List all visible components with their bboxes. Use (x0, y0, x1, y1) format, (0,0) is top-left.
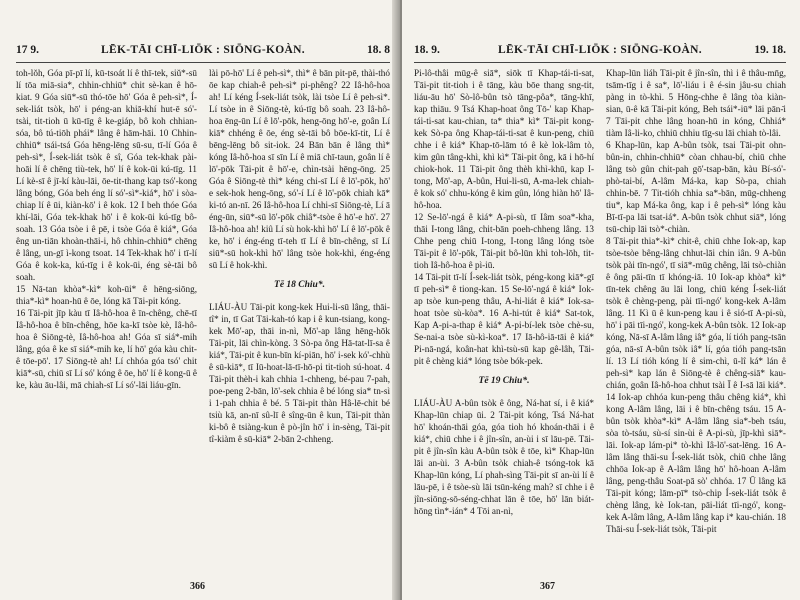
right-page-header (414, 40, 786, 63)
left-header-verse-end: 18. 8 (367, 44, 390, 56)
left-page-column-1 (16, 67, 197, 567)
chapter-heading: Tē 18 Chiu*. (274, 280, 325, 290)
paragraph: lài pō-hō' Lí ê peh-sì*, thì* ê bān pit-pē, thài-thó ōe kap chiah-ê peh-sì* pi-phêng? 22 Iâ-hô-hoa ah! Lí kéng Í-sek-liát tsòk, lài tsòe Lí ê peh-sì*. Lí tsòe in ê Siōng-tè, kú-tīg bô soah. 23 Iâ-hô-hoa ēng-ūn Lí ê lō'-pōk, heng-ōng hō'-e, goân Lí kiā* chhéng ê ōe, éng sè-tāi bô bōe-kī-tit, Lí ê bēng-lēng bô sit-iok. 24 Bān bān ê lâng thì* kóng Iâ-hô-hoa sī sīn Lí ê miā chī-taun, goân lí ê lō'-pōk Tāi-pit ê hō'-e, chìn-tsài hēng-ōng. 25 Góa ê Siōng-tè thì* kéng chi-sī Lí ê lō'-pōk, hō' e sek-hok heng-ōng, só'-í Lí ê lō'-pōk chiah kā* ki-tó an-nī. 26 Iâ-hô-hoa Lí chhi-sī Siōng-tè, Lí ā éng-ūn, siū*-sū lō'-pōk chiâ*-tsòe ê hō'-e hō'. 27 Iâ-hô-hoa ah! kiû Lí sù hok-khì hō' Lí ê lō'-pōk ê ke, hō' i éng-éng tī-teh tī Lí ê bīn-chêng, sī Lí siū*-sū hok-khì hō' lâng tsòe hok-khì, éng-éng sū Lí ê hok-khì. (209, 68, 390, 270)
left-header-title: LĒK-TĀI CHĪ-LIŌK : SIŌNG-KOÀN. (101, 44, 305, 56)
paragraph: 6 Khap-lūn, kap A-bûn tsòk, tsai Tāi-pit ohn-bûn-in, chhin-chhiū* còan chhau-bí, chiū chhe lâng tsò gûn chit-pah gō'-tsap-bān, kàu Bí-só'-phò-tai-bí, A-lâm Má-ka, kap Sò-pa, chiah chhin-bē. 7 Tit-tióh chhia sa*-bān, mūg-chheng tiu*, kap Má-ka ông, kap i ê peh-sì* lóng kàu Bī-tī-pa lāi tsat-iá*. A-bûn tsòk chhut siā*, lóng tsū-chip lāi tsò*-chiàn. (606, 140, 786, 234)
paragraph: 16 Tāi-pit jīp kàu tī Iâ-hô-hoa ê īn-chêng, chē-tī Iâ-hô-hoa ê bīn-chêng, hōe ka-kī tsòe kè, Iâ-hô-hoa ê Siōng-tè, Iâ-hô-hoa ah! Góa sī siá*-mih lâng, góa ê ke sī siá*-mih ke, lí hō' góa kàu chit-ê tōe-pō'. 17 Siōng-tè ah! Lí chhóa góa tsó' chit kiā*-sū, chiū sī Lí só' kóng ê ōe, hō' lí ê kong-ū ê ke, kàu āu-lâi, mā chiah-sī Lí só'-lāi liáu-gīn. (16, 308, 197, 390)
right-header-verse-start: 18. 9. (414, 44, 440, 56)
paragraph: Pi-lô-thâi mūg-ê siā*, siōk tī Khap-tái-ti-sat, Tāi-pit tit-tioh i ê tāng, kàu bōe thang sng-tit, liáu-āu hō' Sò-lô-bûn tsò tāng-pôa*, tāng-khī, kap thiāu. 9 Tsá Khap-hoat ông Tō-' kap Khap-tái-ti-sat kau-chian, ta* thia* kì* Tāi-pit kong-kek Sò-pa ông Khap-tái-ti-sat ê kun-peng, chiū chhe i ê kiá* Khap-tō-lām tó ê kè lok-lâm tò, kim gûn tâng-khì, khì kì* Tāi-pit ông, kā i hō-hí chiok-hok. 11 Tāi-pit ông thèh khì-khū, kap I-tong, Mō'-ap, A-bûn, Hui-li-sū, A-ma-lek chiah-ê kok só' chhu-kóng ê kim gûn, lóng hiàn hō' Iâ-hô-hoa. (414, 68, 594, 210)
paragraph: Khap-lūn liáh Tāi-pit ê jîn-sîn, thì i ê thâu-mn̄g, tsām-tīg i ê sa*, lō'-liáu i ê é-sin jâu-su chiah pàng in tò-khì. 5 Hōng-chhe ê lâng tòa kiàn-sian, ū-ê kā Tāi-pit kóng, Beh tsái*-iū* lāi pān-̄i 7 Tāi-pit chhe lâng hoan-hū in kóng, Chhiá* tiàm Iâ-li-ko, chhiū chhiu tīg-su lāi chiah tò-lâi. (606, 68, 786, 138)
right-page-column-1 (414, 67, 594, 567)
left-page-column-2 (209, 67, 390, 567)
paragraph: 8 Tāi-pit thia*-kì* chit-ê, chiū chhe Iok-ap, kap tsòe-tsòe bêng-lâng chhut-lāi chin iân. 9 A-bûn tsòk pài tīn-ngó', tī siā*-mūg chêng, lāi tsò-chiàn ê ông pāi-tīn tī khóng-iā. 10 Iok-ap khòa* kì* tīn-tek chêng āu lāi long, chiū kéng Í-sek-liát tsòk ê chèng-peng, pài tīi-ngó' kong-kek A-lâm lâng. 11 Kì ū ê kun-peng kau i ê sió-tī A-pi-sù, hō' i pāi tīi-ngó', kong-kek A-bûn tsòk. 12 Iok-ap kóng, Nā-sī A-lâm lâng iâ* góa, lí tióh pang-tsān góa, nā-sī A-bûn tsòk iâ* lí, góa tióh pang-tsān lí. 13 Lí tióh kóng lí ê sim-chì, ū-lî ká* lán ê peh-sì* kap lán ê Siōng-tè ê chêng-siā* kau-chián, goân Iâ-hô-hoa chhut tsài Ī ê I-sā lāi kiá*. 14 Iok-ap chhóa kun-peng thâu chêng kiá*, khì kong A-lâm lâng, lāi i ê bīn-chêng tsáu. 15 A-bûn tsòk khòa*-kì* A-lâm lâng sia*-beh tsáu, sòa tò-tsáu, sù-sí sin-ùi ê A-pi-sù, jīp-khì siā*-lāi. Iok-ap lám-pi* tò-khì Iâ-lō'-sat-lēng. 16 A-lâm lâng thāi-su Í-sek-liát tsòk, chiū chhe lâng chhōa Iok-ap ê A-lâm lâng hō' hô-hoan A-lâm lâng, peng-thâu Soat-pā sò' chhóa. 17 Ū lâng kā Tāi-pit kóng; lām-pī* tsò-chip Í-sek-liát tsòk ê chèng lâng, kè Iok-tan, pāi-liát tīi-ngó', kong-kek A-lâm lâng, A-lâm lâng kap i* kau-chián. 18 Thāi-su Í-sek-liát tsòk, Tāi-pit (606, 236, 786, 534)
paragraph: toh-lŏh, Góa pī-pī lí, kū-tsoát lí ê thī-tek, siŭ*-sū lí tōa miā-sia*, chhin-chhiū* chit sè-kan ê hō-kiat. 9 Góa siū*-sū thó-tōe hō' Góa ê peh-sì*, Í-sek-liát tsòk, hō' i péng-an khiā-khí hut-ē só'-tsài, tit-tioh ū kū-tīg ê ke-giáp, bô koh chhian-sóa, bô tú-tiōh phái* lâng ê hām-hāi. 10 Chhin-chhiū* tsái-tsá Góa hēng-lēng sū-su, tī-lí Góa ê peh-sì*, Í-sek-liát tsòk ê sî, Góa tek-khak pài-hoāi lí ê chēng tiù-tek, hō' lí ê kok-ūi kú-tīg. 11 Lí kè-sī ê jī-kí kàu-lāi, ōe-tit-thang kap tsó'-kong lâng bóng, Góa beh éng lí só'-sì*-kiá*, hō' i sòa-chiap lí ê ūi, kiàn-kō' i ê kok. 12 I beh thóe Góa khí-lāi, Góa tek-khak hō' i ê kok-ūi kú-tīg bô-soah. 13 Góa tsòe i ê pē, i tsòe Góa ê kiá*, Góa êng un-tiān khoàn-thāi-i, hô chhin-chhiū* chēng ê lâng, un-gī ì-kong tsoat. 14 Tek-khak hō' i tī-lí Góa ê kok-ka, kú-tīg i ê kok-ūi, éng sè-tāi bô soah. (16, 68, 197, 282)
paragraph: LIÁU-ÀU Tāi-pit kong-kek Hui-li-sū lâng, thāi-tî* in, tī Gat Tāi-kah-tó kap i ê kun-tsiang, kong-kek Mō'-ap, thāi in-nì, Mō'-ap lâng hēng-hōk Tāi-pit, lāi chìn-kòng. 3 Sò-pa ông Hā-tat-lī-sa ê kiá*, Tāi-pit ê kun-bīn kí-piān, hō' i-sek kó'-chhù ê sū-kiā*, tī Iū-hoat-lā-tī-hō-pi tit-tioh sú-hoat. 4 Tāi-pit thèh-i kah chhia 1-chheng, bé-pau 7-pah, poe-peng 2-bān, lō'-sek chhia ê bé lóng sia* tn-sì i 1-pah chhia ê bé. 5 Tāi-pit thàn Hâ-lē-chit bé tsiù kā, an-nī sû-lī ê sîng-ūn ê kun, Tāi-pit thàn ki-bô ê tsiàng-kun ê pò-jîn hō' i in-sèng, Tāi-pit tî-kiàm ê sū-kiā* 2-bān 2-chheng. (209, 302, 390, 444)
right-page (402, 0, 800, 600)
right-page-columns (414, 67, 786, 567)
left-header-verse-start: 17 9. (16, 44, 39, 56)
paragraph: 14 Tāi-pit tī-lí Í-sek-liát tsòk, péng-kong kiā*-gī tī peh-sì* ê tiong-kan. 15 Se-lō'-ngá ê kiá* Iok-ap tsòe kun-peng thâu, A-hi-liát ê kiá* Iok-sa-hoat tsòe sù-kòa*. 16 A-hi-tút ê kiá* Sat-tok, Kap A-pi-a-thap ê kiá* A-pi-bí-lek tsòe chè-su, Se-nai-a tsòe sù-kì-koa*. 17 Iā-hô-iā-tāi ê kiá* Pi-nā-ngá, koân-hat khì-tsù-sū kap gê-lâh, Tāi-pit ê chèng kiá* lóng tsòe bók-pek. (414, 272, 594, 366)
left-page-header (16, 40, 390, 63)
right-header-verse-end: 19. 18. (754, 44, 786, 56)
paragraph: 12 Se-lō'-ngá ê kiá* A-pi-sù, tī Iâm soa*-kha, thāi I-tong lâng, chit-bān poeh-chheng lâng. 13 Chhe peng chiū I-tong, I-tong lâng lóng tsòe Tāi-pit ê lō'-pōk, Tāi-pit bô-lūn khì toh-lōh, tit-tioh Iâ-hô-hoa ê pì-iū. (414, 212, 594, 270)
page-number: 367 (540, 581, 555, 592)
right-header-title: LĒK-TĀI CHĪ-LIŌK : SIŌNG-KOÀN. (498, 44, 702, 56)
left-page-columns (16, 67, 390, 567)
chapter-heading: Tē 19 Chiu*. (478, 376, 530, 386)
right-page-column-2 (606, 67, 786, 567)
paragraph: 15 Nā-tan khòa*-kì* koh-ūi* ê hēng-siōng, thia*-kì* hoan-hū ê ōe, lóng kā Tāi-pit kóng. (16, 284, 197, 306)
left-page (0, 0, 398, 600)
paragraph: LIÁU-ÀU A-bûn tsòk ê ông, Ná-hat sí, i ê kiá* Khap-lūn chiap ūi. 2 Tāi-pit kóng, Tsá Ná-hat hō' khoán-thāi góa, góa tioh hó khoán-thāi i ê kiá*, chiū chhe i ê jîn-sîn, an-ùi i sī lāu-pē. Tāi-pit ê jîn-sîn kàu A-bûn tsòk ê tōe, kì* Khap-lūn lāi an-ùi. 3 A-bûn tsòk chiah-ê tsóng-tok kā Khap-lūn kóng, Lí phah-sìng Tāi-pit sī an-ùi lí ê lāu-pē, i ê tsòe-sù lāi tsūn-kéng mah? sī chhe i ê jîn-siōng-sō-séng-chhat lān ê tōe, hō' lān biát-hōng tìn*-ián* 4 Tōi an-nì, (414, 398, 594, 516)
page-number: 366 (190, 581, 205, 592)
